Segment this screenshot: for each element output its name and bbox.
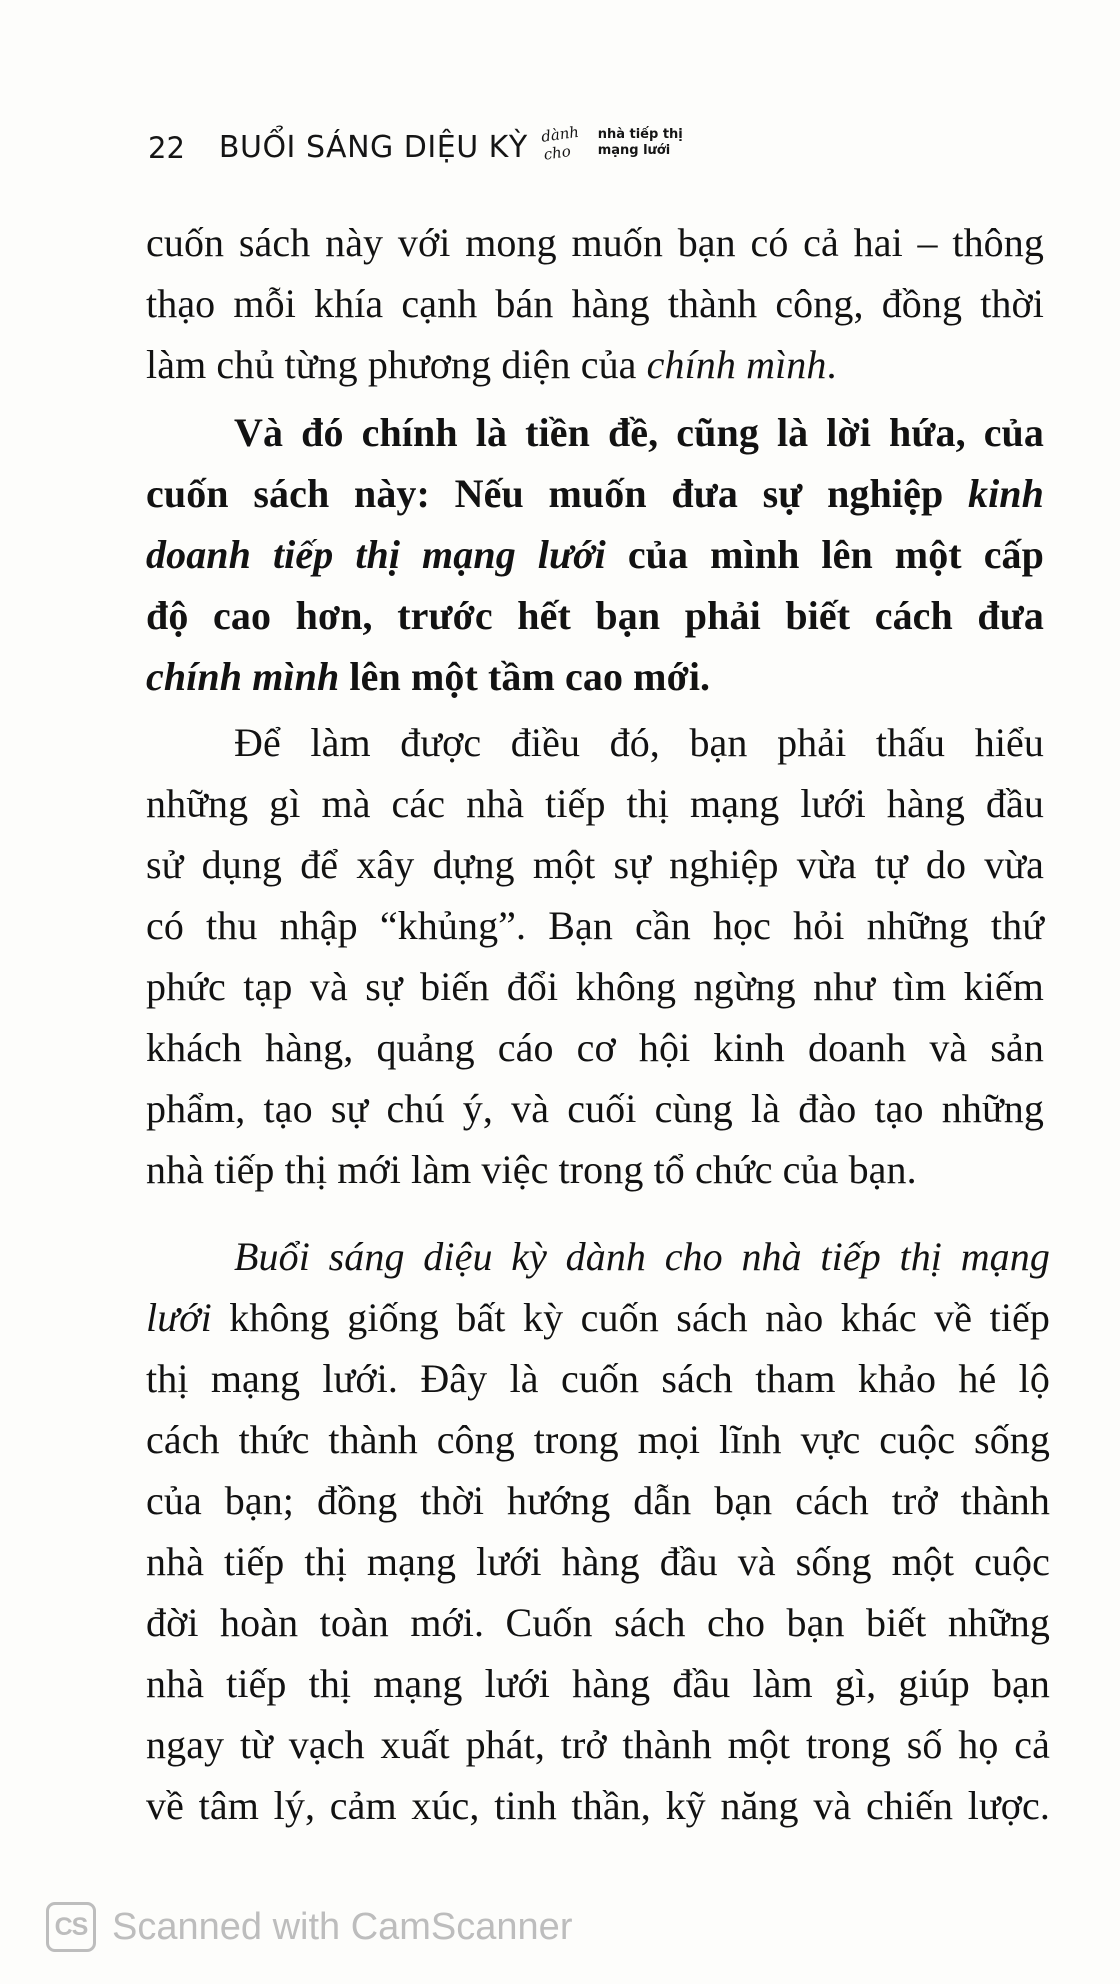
emphasis-chinh-minh: chính mình — [646, 342, 827, 387]
paragraph-2-line-5 — [146, 646, 1044, 707]
paragraph-1-line-2: thạo mỗi khía cạnh bán hàng thành công, đồng thời — [146, 281, 1044, 326]
paragraph-2-line-3-text: của mình lên một cấp — [605, 532, 1044, 577]
paragraph-4-line-2 — [146, 1287, 1050, 1348]
subtitle-line-2: mạng lưới — [597, 143, 671, 158]
paragraph-4-line-10: về tâm lý, cảm xúc, tinh thần, kỹ năng và chiến lược. — [146, 1783, 1050, 1828]
paragraph-4-line-3: thị mạng lưới. Đây là cuốn sách tham khảo hé lộ — [146, 1356, 1050, 1401]
emphasis-luoi: lưới — [146, 1295, 212, 1340]
paragraph-4-line-6: nhà tiếp thị mạng lưới hàng đầu và sống một cuộc — [146, 1539, 1050, 1584]
page-number: 22 — [148, 131, 185, 165]
paragraph-1-line-3 — [146, 334, 1044, 395]
watermark-text: Scanned with CamScanner — [112, 1906, 573, 1948]
paragraph-3-line-6: khách hàng, quảng cáo cơ hội kinh doanh và sản — [146, 1025, 1044, 1070]
paragraph-3-line-7: phẩm, tạo sự chú ý, và cuối cùng là đào tạo những — [146, 1086, 1044, 1131]
camscanner-watermark — [46, 1902, 572, 1952]
paragraph-4-line-9: ngay từ vạch xuất phát, trở thành một trong số họ cả — [146, 1722, 1050, 1767]
paragraph-1-line-3-end: . — [826, 342, 837, 387]
paragraph-4-line-8: nhà tiếp thị mạng lưới hàng đầu làm gì, giúp bạn — [146, 1661, 1050, 1706]
paragraph-2-line-4: độ cao hơn, trước hết bạn phải biết cách đưa — [146, 593, 1044, 638]
paragraph-4-line-7: đời hoàn toàn mới. Cuốn sách cho bạn biết những — [146, 1600, 1050, 1645]
paragraph-2-line-5-text: lên một tầm cao mới. — [339, 654, 711, 699]
script-word-top: dành — [539, 122, 580, 146]
subtitle-line-1: nhà tiếp thị — [597, 127, 683, 142]
camscanner-logo-icon: CS — [46, 1902, 96, 1952]
paragraph-4-line-1: Buổi sáng diệu kỳ dành cho nhà tiếp thị mạng — [234, 1234, 1050, 1279]
paragraph-2-line-1: Và đó chính là tiền đề, cũng là lời hứa, của — [234, 410, 1044, 455]
paragraph-3-line-1: Để làm được điều đó, bạn phải thấu hiểu — [234, 720, 1044, 765]
emphasis-doanh-tiep-thi: doanh tiếp thị mạng lưới — [146, 532, 606, 577]
book-title: BUỔI SÁNG DIỆU KỲ — [218, 130, 528, 165]
emphasis-chinh-minh-2: chính mình — [146, 654, 340, 699]
paragraph-4-line-5: của bạn; đồng thời hướng dẫn bạn cách trở thành — [146, 1478, 1050, 1523]
paragraph-3-line-4: có thu nhập “khủng”. Bạn cần học hỏi những thứ — [146, 903, 1044, 948]
paragraph-3-line-2: những gì mà các nhà tiếp thị mạng lưới hàng đầu — [146, 781, 1044, 826]
paragraph-1 — [146, 212, 1044, 395]
title-subtitle-mark — [540, 118, 690, 178]
paragraph-1-line-1: cuốn sách này với mong muốn bạn có cả hai – thông — [146, 220, 1044, 265]
paragraph-4-line-2-text: không giống bất kỳ cuốn sách nào khác về tiếp — [211, 1295, 1050, 1340]
paragraph-2-promise — [146, 402, 1044, 707]
running-header — [148, 118, 690, 178]
script-word-bottom: cho — [542, 142, 572, 164]
paragraph-1-line-3-text: làm chủ từng phương diện của — [146, 342, 647, 387]
paragraph-2-line-2 — [146, 463, 1044, 524]
paragraph-4 — [146, 1226, 1050, 1836]
paragraph-3-line-3: sử dụng để xây dựng một sự nghiệp vừa tự do vừa — [146, 842, 1044, 887]
paragraph-4-line-4: cách thức thành công trong mọi lĩnh vực cuộc sống — [146, 1417, 1050, 1462]
paragraph-2-line-2-text: cuốn sách này: Nếu muốn đưa sự nghiệp — [146, 471, 968, 516]
emphasis-kinh: kinh — [967, 471, 1044, 516]
paragraph-3-line-8: nhà tiếp thị mới làm việc trong tổ chức của bạn. — [146, 1147, 917, 1192]
script-subtitle — [540, 120, 598, 163]
paragraph-3 — [146, 712, 1044, 1200]
paragraph-3-line-5: phức tạp và sự biến đổi không ngừng như tìm kiếm — [146, 964, 1044, 1009]
paragraph-2-line-3 — [146, 524, 1044, 585]
